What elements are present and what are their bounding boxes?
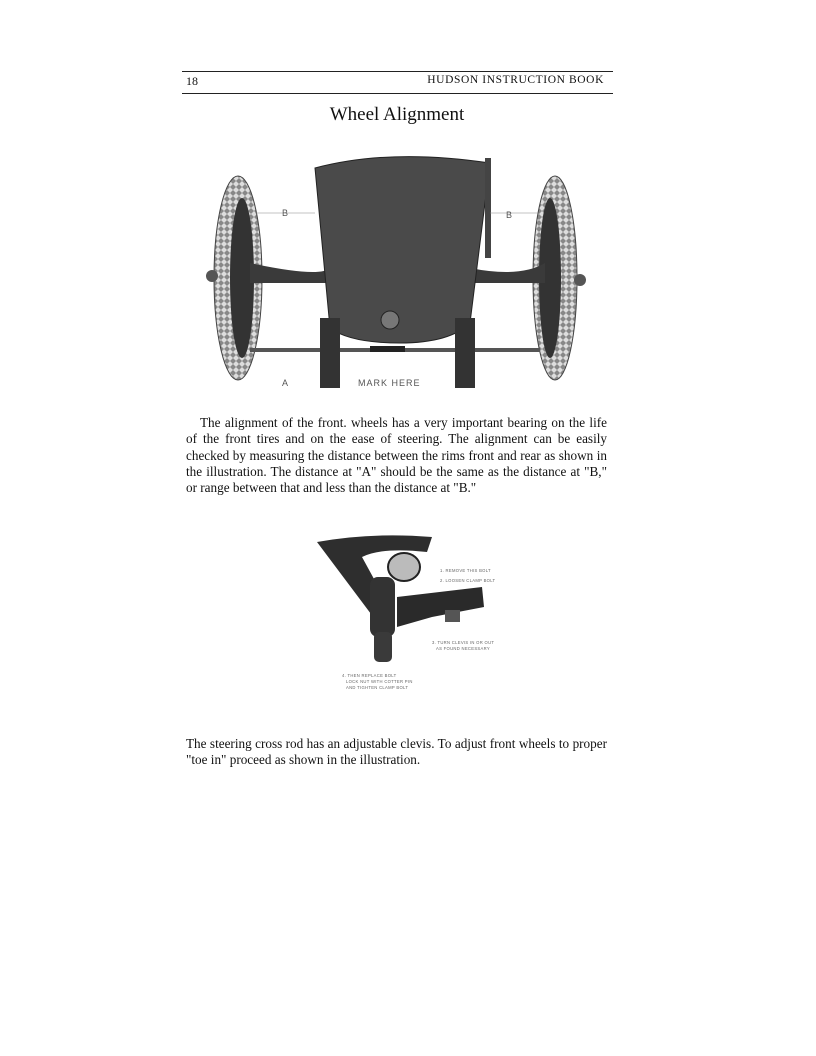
callout-3b: AS FOUND NECESSARY xyxy=(436,646,490,651)
header-rule-bottom xyxy=(182,93,613,94)
callout-2: 2. LOOSEN CLAMP BOLT xyxy=(440,578,496,583)
label-a: A xyxy=(282,378,290,388)
label-b-left: B xyxy=(282,208,290,218)
header-rule-top xyxy=(182,71,613,72)
running-title: HUDSON INSTRUCTION BOOK xyxy=(427,74,604,86)
label-b-right: B xyxy=(506,210,514,220)
callout-1: 1. REMOVE THIS BOLT xyxy=(440,568,491,573)
callout-4: 4. THEN REPLACE BOLT xyxy=(342,673,397,678)
callout-3: 3. TURN CLEVIS IN OR OUT xyxy=(432,640,495,645)
mark-here-label: MARK HERE xyxy=(358,378,421,388)
callout-4b: LOCK NUT WITH COTTER PIN xyxy=(346,679,413,684)
paragraph-steering: The steering cross rod has an adjustable clevis. To adjust front wheels to proper "toe in" proceed as shown in the illustration. xyxy=(186,736,607,768)
page-number: 18 xyxy=(186,74,198,88)
steering-clevis-illustration xyxy=(312,532,532,697)
paragraph-alignment: The alignment of the front. wheels has a very important bearing on the life of the front tires and on the ease of steering. The alignment can be easily checked by measuring the distance between the rims front and rear as shown in the illustration. The distance at "A" should be the same as the distance at "B," or range between that and less than the distance at "B." xyxy=(186,415,607,496)
callout-4c: AND TIGHTEN CLAMP BOLT xyxy=(346,685,409,690)
page-title: Wheel Alignment xyxy=(329,104,465,125)
wheel-alignment-illustration xyxy=(200,148,595,398)
